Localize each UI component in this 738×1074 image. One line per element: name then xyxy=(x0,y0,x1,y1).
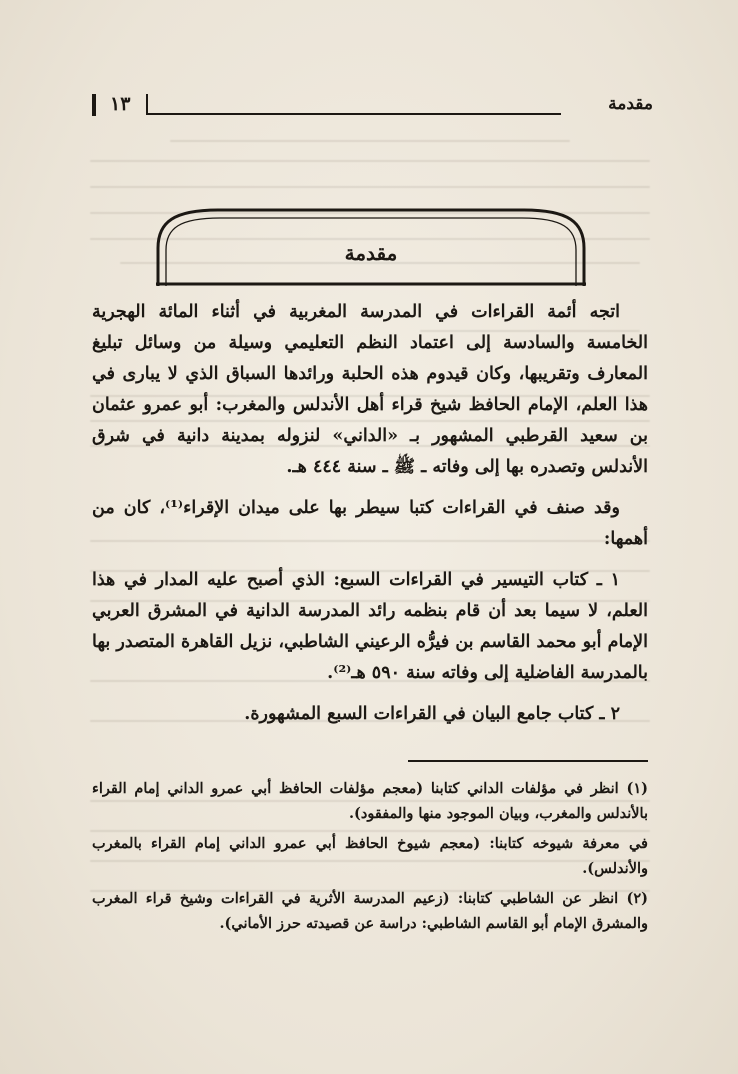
main-text xyxy=(92,297,648,740)
paragraph-intro: اتجه أئمة القراءات في المدرسة المغربية في أثناء المائة الهجرية الخامسة والسادسة إلى اعتماد النظم التعليمي وسيلة من وسائل تبليغ المعارف وتقريبها، وكان قيدوم هذه الحلبة ورائدها السباق الذي لا يبارى في هذا العلم، الإمام الحافظ شيخ قراء أهل الأندلس والمغرب: أبو عمرو عثمان بن سعيد القرطبي المشهور بـ «الداني» لنزوله بمدينة دانية في شرق الأندلس وتصدره بها إلى وفاته ـ ﷺ ـ سنة ٤٤٤ هـ. xyxy=(92,302,648,477)
header-tick xyxy=(146,94,148,114)
list-item-taysir: ١ ـ كتاب التيسير في القراءات السبع: الذي أصبح عليه المدار في هذا العلم، لا سيما بعد أن قام بنظمه رائد المدرسة الدانية في المشرق العربي الإمام أبو محمد القاسم بن فيرُّه الرعيني الشاطبي، نزيل القاهرة المتصدر بها بالمدرسة الفاضلية إلى وفاته سنة ٥٩٠ هـ⁽²⁾. xyxy=(92,570,648,683)
list-item-jami-albayan: ٢ ـ كتاب جامع البيان في القراءات السبع المشهورة. xyxy=(244,704,620,724)
running-header xyxy=(92,92,653,124)
page-number: ١٣ xyxy=(110,93,131,115)
chapter-title: مقدمة xyxy=(344,241,398,265)
header-bar xyxy=(92,94,96,116)
header-rule xyxy=(146,113,561,115)
footnote-2: (٢) انظر عن الشاطبي كتابنا: (زعيم المدرسة الأثرية في القراءات وشيخ قراء المغرب والمشرق الإمام أبو القاسم الشاطبي: دراسة عن قصيدته حرز الأماني). xyxy=(92,890,648,932)
paragraph-works: وقد صنف في القراءات كتبا سيطر بها على ميدان الإقراء⁽¹⁾، كان من أهمها: xyxy=(92,498,648,549)
footnote-1: (١) انظر في مؤلفات الداني كتابنا (معجم مؤلفات الحافظ أبي عمرو الداني إمام القراء بالأندلس والمغرب، وبيان الموجود منها والمفقود). xyxy=(92,780,648,822)
chapter-title-frame xyxy=(156,208,586,286)
running-head-title: مقدمة xyxy=(608,94,653,114)
footnote-rule xyxy=(408,760,648,762)
footnote-1-continued: في معرفة شيوخه كتابنا: (معجم شيوخ الحافظ أبي عمرو الداني إمام القراء بالمغرب والأندلس). xyxy=(92,835,648,877)
footnotes xyxy=(92,776,648,941)
